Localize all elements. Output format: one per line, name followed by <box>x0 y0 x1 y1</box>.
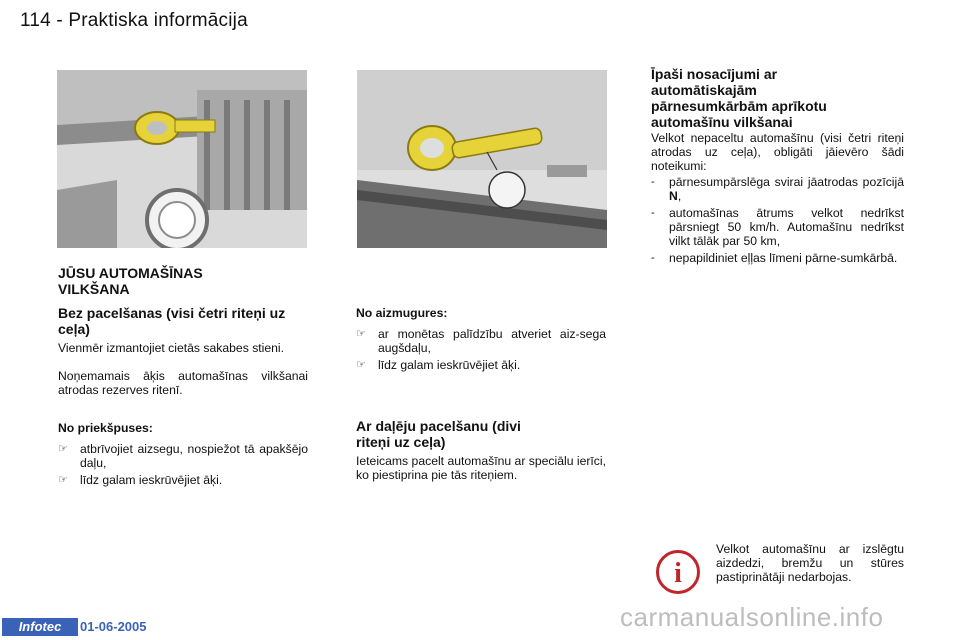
pointing-hand-icon: ☞ <box>356 328 366 340</box>
dash-marker: - <box>651 176 655 188</box>
pointing-hand-icon: ☞ <box>58 474 68 486</box>
info-warning-icon <box>656 550 700 594</box>
rear-tow-hook-illustration <box>357 70 607 248</box>
paragraph-partial-lift: Ieteicams pacelt automašīnu ar speciālu ierīci, ko piestiprina pie tās riteņiem. <box>356 454 606 482</box>
rear-title: No aizmugures: <box>356 306 448 320</box>
front-instructions <box>58 420 308 490</box>
list-item: - automašīnas ātrums velkot nedrīkst pārsniegt 50 km/h. Automašīnu nedrīkst vilkt tālāk par 50 km, <box>651 206 904 248</box>
list-item: ☞ līdz galam ieskrūvējiet āķi. <box>58 473 223 487</box>
warning-note <box>656 540 906 600</box>
section-title: JŪSU AUTOMAŠĪNAS VILKŠANA <box>58 265 203 297</box>
dash-marker: - <box>651 207 655 219</box>
footer-date: 01-06-2005 <box>80 619 147 634</box>
paragraph-tow-bar: Vienmēr izmantojiet cietās sakabes stieni. <box>58 341 285 355</box>
rear-hook-drawing <box>357 70 607 248</box>
page-title: 114 - Praktiska informācija <box>20 10 248 31</box>
paragraph-hook-location: Noņemamais āķis automašīnas vilkšanai atrodas rezerves ritenī. <box>58 369 308 397</box>
front-tow-hook-illustration <box>57 70 307 248</box>
list-item: ☞ atbrīvojiet aizsegu, nospiežot tā apakšējo daļu, <box>58 442 308 470</box>
warning-text: Velkot automašīnu ar izslēgtu aizdedzi, bremžu un stūres pastiprinātāji nedarbojas. <box>716 542 904 584</box>
special-conditions-title: Īpaši nosacījumi ar automātiskajām pārnesumkārbām aprīkotu automašīnu vilkšanai <box>651 66 827 130</box>
front-steps <box>58 442 308 487</box>
front-hook-drawing <box>57 70 307 248</box>
watermark: carmanualsonline.info <box>620 602 884 632</box>
list-item: ☞ līdz galam ieskrūvējiet āķi. <box>356 358 521 372</box>
list-item: - pārnesumpārslēga svirai jāatrodas pozīcijā N, <box>651 175 904 203</box>
list-item: - nepapildiniet eļļas līmeni pārne-sumkārbā. <box>651 251 898 265</box>
subsection-title-partial-lift: Ar daļēju pacelšanu (divi riteņi uz ceļa) <box>356 418 521 450</box>
front-title: No priekšpuses: <box>58 421 153 435</box>
pointing-hand-icon: ☞ <box>356 359 366 371</box>
infotec-logo: Infotec <box>2 618 78 636</box>
rear-steps <box>356 327 606 372</box>
special-conditions-intro: Velkot nepaceltu automašīnu (visi četri riteņi atrodas uz ceļa), obligāti jāievēro šādi noteikumi: <box>651 131 904 173</box>
pointing-hand-icon: ☞ <box>58 443 68 455</box>
gear-position: N <box>669 189 678 203</box>
list-item: ☞ ar monētas palīdzību atveriet aiz-sega augšdaļu, <box>356 327 606 355</box>
subsection-title-no-lift: Bez pacelšanas (visi četri riteņi uz ceļa) <box>58 305 286 337</box>
rear-instructions <box>356 305 606 375</box>
special-conditions-rules <box>651 175 904 268</box>
dash-marker: - <box>651 252 655 264</box>
svg-text:i: i <box>674 558 682 589</box>
